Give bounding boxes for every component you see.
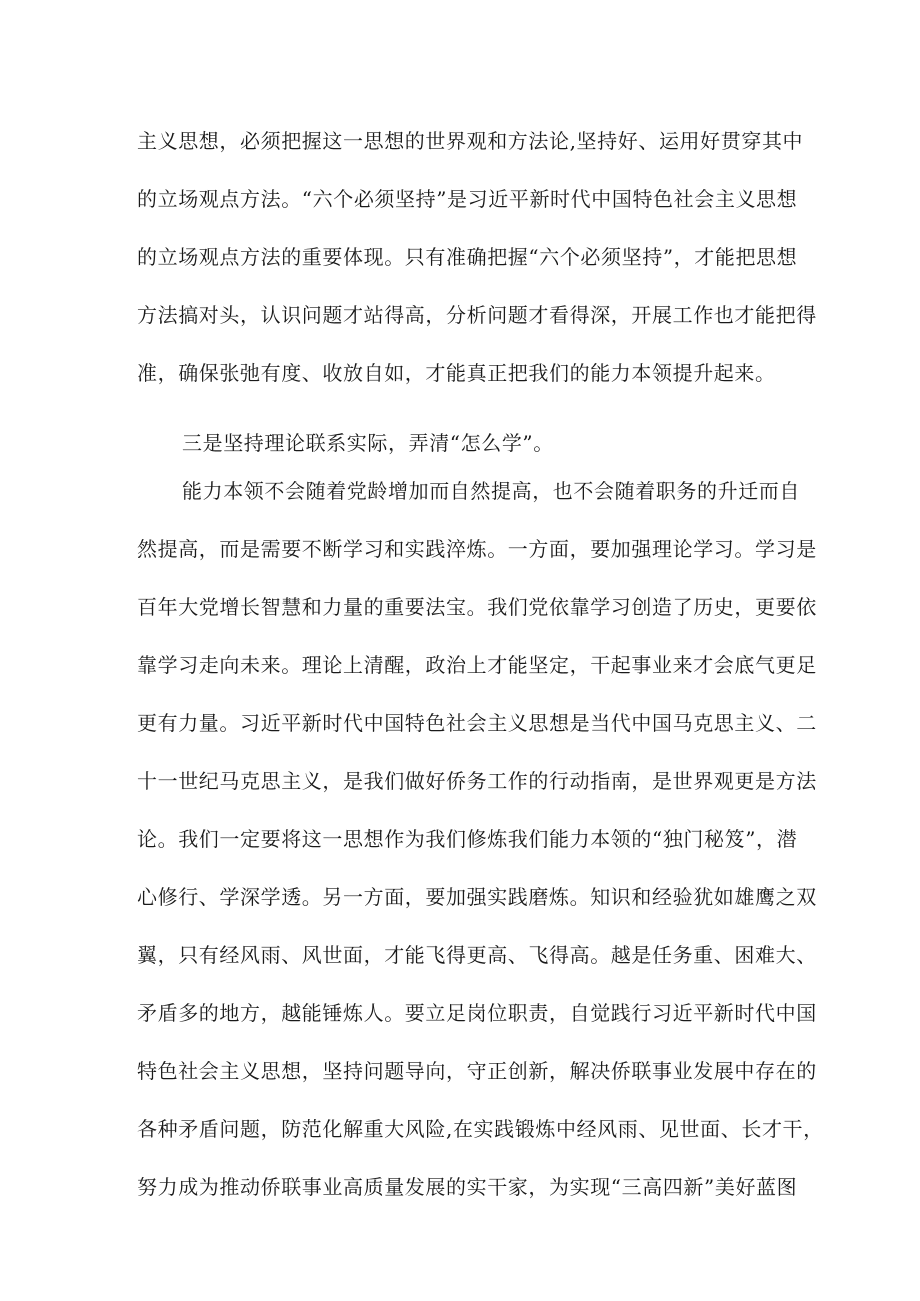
- section-heading-3: 三是坚持理论联系实际，弄清“怎么学”。: [182, 431, 554, 455]
- paragraph-2-line: 心修行、学深学透。另一方面，要加强实践磨炼。知识和经验犹如雄鹰之双: [137, 885, 817, 909]
- paragraph-1-line: 的立场观点方法的重要体现。只有准确把握“六个必须坚持”，才能把思想: [137, 245, 798, 269]
- paragraph-2-line: 能力本领不会随着党龄增加而自然提高，也不会随着职务的升迁而自: [182, 479, 800, 503]
- paragraph-2-line: 更有力量。习近平新时代中国特色社会主义思想是当代中国马克思主义、二: [137, 711, 817, 735]
- paragraph-1: [137, 112, 817, 402]
- paragraph-2-line: 百年大党增长智慧和力量的重要法宝。我们党依靠学习创造了历史，更要依: [137, 595, 817, 619]
- paragraph-2-line: 矛盾多的地方，越能锤炼人。要立足岗位职责，自觉践行习近平新时代中国: [137, 1001, 817, 1025]
- paragraph-2: [137, 462, 824, 1216]
- paragraph-1-line: 的立场观点方法。“六个必须坚持”是习近平新时代中国特色社会主义思想: [137, 187, 798, 211]
- paragraph-2-line: 十一世纪马克思主义，是我们做好侨务工作的行动指南，是世界观更是方法: [137, 769, 817, 793]
- paragraph-2-line: 然提高，而是需要不断学习和实践淬炼。一方面，要加强理论学习。学习是: [137, 537, 817, 561]
- paragraph-2-line: 靠学习走向未来。理论上清醒，政治上才能坚定，干起事业来才会底气更足: [137, 653, 817, 677]
- paragraph-1-line: 准，确保张弛有度、收放自如，才能真正把我们的能力本领提升起来。: [137, 361, 776, 385]
- paragraph-1-line: 主义思想，必须把握这一思想的世界观和方法论,坚持好、运用好贯穿其中: [137, 129, 804, 153]
- paragraph-2-line: 努力成为推动侨联事业高质量发展的实干家，为实现“三高四新”美好蓝图: [137, 1175, 798, 1199]
- paragraph-2-line: 论。我们一定要将这一思想作为我们修炼我们能力本领的“独门秘笈”，潜: [137, 827, 798, 851]
- paragraph-2-line: 特色社会主义思想，坚持问题导向，守正创新，解决侨联事业发展中存在的: [137, 1059, 817, 1083]
- paragraph-2-line: 翼，只有经风雨、风世面，才能飞得更高、飞得高。越是任务重、困难大、: [137, 943, 817, 967]
- paragraph-2-line: 各种矛盾问题，防范化解重大风险,在实践锻炼中经风雨、见世面、长才干，: [137, 1117, 824, 1141]
- paragraph-1-line: 方法搞对头，认识问题才站得高，分析问题才看得深，开展工作也才能把得: [137, 303, 817, 327]
